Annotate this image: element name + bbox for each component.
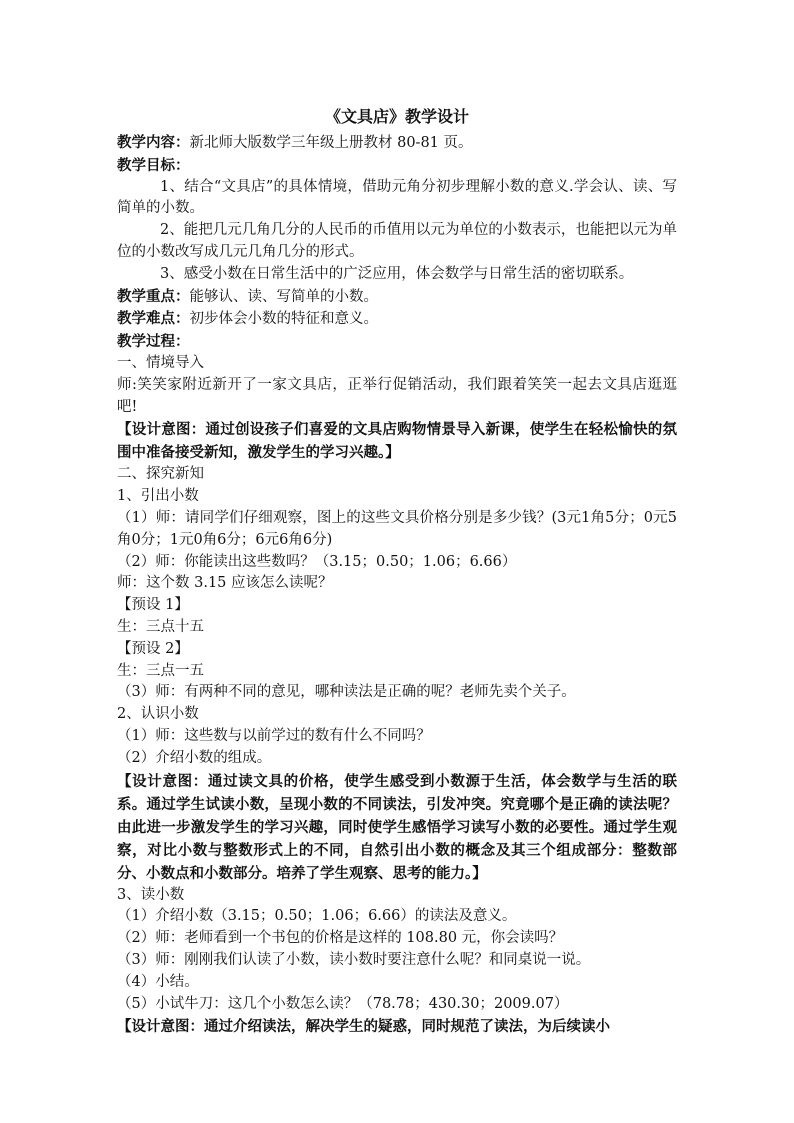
key-point-label: 教学重点： <box>117 287 190 305</box>
process-label: 教学过程： <box>117 333 190 351</box>
paragraph: （5）小试牛刀：这几个小数怎么读？（78.78；430.30；2009.07） <box>117 995 569 1012</box>
paragraph: （2）介绍小数的组成。 <box>117 749 272 766</box>
paragraph: 【预设 1】 <box>117 597 189 614</box>
key-point <box>117 286 677 309</box>
paragraph: （3）师：刚刚我们认读了小数，读小数时要注意什么呢？和同桌说一说。 <box>117 951 591 968</box>
design-intent: 【设计意图：通过读文具的价格，使学生感受到小数源于生活，体会数学与生活的联系。通过学生试读小数，呈现小数的不同读法，引发冲突。究竟哪个是正确的读法呢？由此进一步激发学生的学习兴趣，同时使学生感悟学习读写小数的必要性。通过学生观察，对比小数与整数形式上的不同，自然引出小数的概念及其三个组成部分：整数部分、小数点和小数部分。培养了学生观察、思考的能力。】 <box>117 772 677 882</box>
teaching-content-label: 教学内容： <box>117 134 190 151</box>
difficulty-text: 初步体会小数的特征和意义。 <box>189 311 378 328</box>
paragraph: （1）介绍小数（3.15；0.50；1.06；6.66）的读法及意义。 <box>117 908 517 925</box>
paragraph: 师:笑笑家附近新开了一家文具店，正举行促销活动，我们跟着笑笑一起去文具店逛逛吧! <box>117 376 677 415</box>
section-heading: 二、探究新知 <box>117 466 204 483</box>
paragraph: （3）师：有两种不同的意见，哪种读法是正确的呢？老师先卖个关子。 <box>117 684 576 701</box>
goal-item-1: 1、结合“文具店”的具体情境，借助元角分初步理解小数的意义.学会认、读、写简单的小数。 <box>117 178 677 217</box>
difficulty-label: 教学难点： <box>117 310 190 328</box>
subsection-heading: 2、认识小数 <box>117 706 199 723</box>
paragraph: 生：三点一五 <box>117 662 204 679</box>
teaching-content <box>117 132 677 155</box>
design-intent: 【设计意图：通过介绍读法，解决学生的疑惑，同时规范了读法，为后续读小 <box>117 1018 610 1036</box>
difficulty <box>117 308 677 331</box>
paragraph: 生：三点十五 <box>117 618 204 635</box>
subsection-heading: 1、引出小数 <box>117 488 199 505</box>
subsection-heading: 3、读小数 <box>117 886 185 903</box>
paragraph: （4）小结。 <box>117 973 199 990</box>
document-title: 《文具店》教学设计 <box>324 107 469 126</box>
teaching-content-text: 新北师大版数学三年级上册教材 80-81 页。 <box>189 135 473 151</box>
key-point-text: 能够认、读、写简单的小数。 <box>189 288 378 305</box>
design-intent: 【设计意图：通过创设孩子们喜爱的文具店购物情景导入新课，使学生在轻松愉快的氛围中准备接受新知，激发学生的学习兴趣。】 <box>117 421 677 462</box>
paragraph: 【预设 2】 <box>117 640 189 657</box>
paragraph: （1）师：这些数与以前学过的数有什么不同吗？ <box>117 727 431 744</box>
paragraph: （2）师：老师看到一个书包的价格是这样的 108.80 元，你会读吗？ <box>117 930 564 947</box>
section-heading: 一、情境导入 <box>117 354 204 371</box>
goal-item-3: 3、感受小数在日常生活中的广泛应用，体会数学与日常生活的密切联系。 <box>160 265 634 282</box>
paragraph: 师：这个数 3.15 应该怎么读呢？ <box>117 575 333 592</box>
document-page <box>117 104 677 1038</box>
teaching-goals-label: 教学目标： <box>117 156 190 174</box>
goal-item-2: 2、能把几元几角几分的人民币的币值用以元为单位的小数表示，也能把以元为单位的小数改写成几元几角几分的形式。 <box>117 222 677 260</box>
paragraph: （1）师：请同学们仔细观察，图上的这些文具价格分别是多少钱？(3元1角5分；0元5角0分；1元0角6分；6元6角6分) <box>117 509 677 548</box>
paragraph: （2）师：你能读出这些数吗？（3.15；0.50；1.06；6.66） <box>117 553 517 570</box>
